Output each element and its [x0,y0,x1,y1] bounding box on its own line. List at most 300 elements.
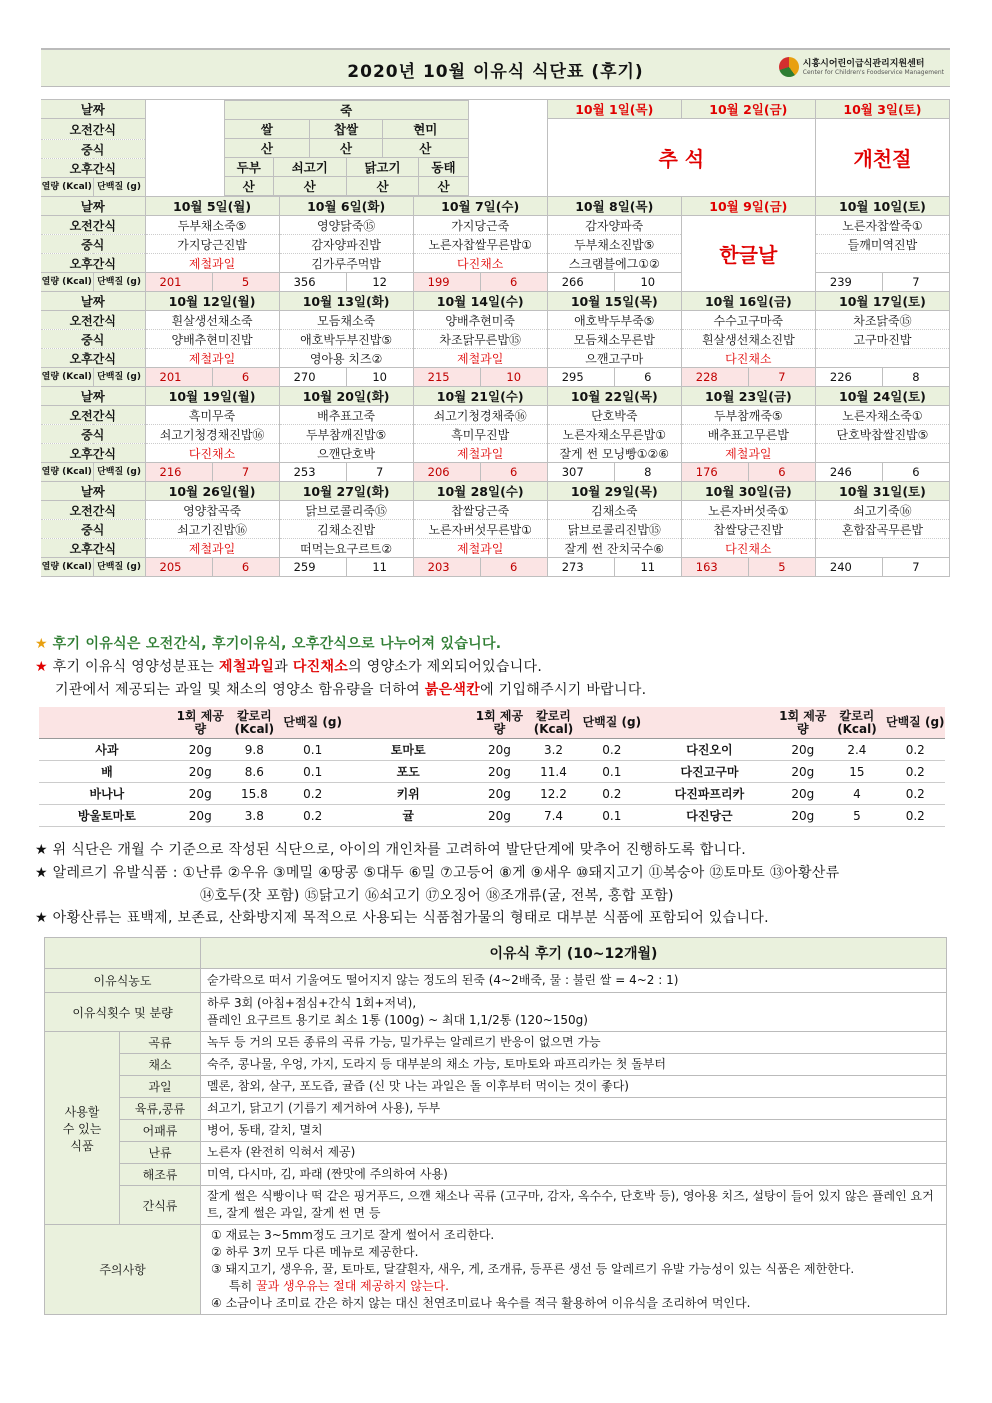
row-label-pm: 오후간식 [41,444,145,463]
row-label-pm: 오후간식 [41,159,145,178]
kcal-value: 206 [413,463,480,482]
menu-lunch: 단호박찹쌀진밥⑤ [815,425,949,444]
menu-pm [815,254,949,273]
fruit-name: 포도 [342,761,474,783]
legend-protein-val: 산 [346,177,419,196]
row-label-lunch: 중식 [41,235,145,254]
food-category: 어패류 [120,1120,201,1142]
kcal-value: 273 [547,558,614,577]
menu-am: 쇠고기청경채죽⑯ [413,406,547,425]
menu-lunch: 노른자찹쌀무른밥① [413,235,547,254]
date-row [41,197,950,216]
fruit-value: 0.2 [886,739,945,761]
protein-value: 7 [882,558,949,577]
fruit-name: 귤 [342,805,474,827]
food-category: 난류 [120,1142,201,1164]
center-logo [779,57,944,77]
menu-pm: 떠먹는요구르트② [279,539,413,558]
fruit-header-blank [342,707,474,739]
protein-value: 7 [748,368,815,387]
menu-pm: 제철과일 [413,349,547,368]
menu-lunch: 감자양파진밥 [279,235,413,254]
fruit-name: 배 [39,761,175,783]
date-cell: 10월 13일(화) [279,292,413,311]
protein-value: 6 [614,368,681,387]
fruit-value: 8.6 [226,761,283,783]
date-cell: 10월 5일(월) [145,197,279,216]
nutrition-row [41,463,950,482]
note-2-d: 다진채소 [292,659,349,675]
food-category: 해조류 [120,1164,201,1186]
row-label-date: 날짜 [41,197,145,216]
freq-text [201,993,947,1032]
row-label-protein: 단백질 (g) [93,178,145,197]
menu-pm: 다진채소 [681,539,815,558]
kcal-value: 215 [413,368,480,387]
row-label-lunch: 중식 [41,520,145,539]
fruit-value: 0.1 [582,761,641,783]
fruit-value: 0.2 [582,783,641,805]
kcal-value: 216 [145,463,212,482]
fruit-header: 단백질 (g) [582,707,641,739]
nutrition-row [41,558,950,577]
fruit-header: 1회 제공량 [175,707,226,739]
protein-value: 8 [614,463,681,482]
menu-pm: 다진채소 [145,444,279,463]
row-label-kcal: 열량 (Kcal) [41,273,93,292]
kcal-value: 295 [547,368,614,387]
date-cell: 10월 28일(수) [413,482,547,501]
note-1 [35,633,501,653]
caution-3b-b: 꿀과 생우유는 절대 제공하지 않는다. [256,1279,449,1293]
menu-lunch: 노른자채소무른밥① [547,425,681,444]
star-icon: ★ [35,842,48,858]
fruit-value: 3.8 [226,805,283,827]
menu-am: 흑미무죽 [145,406,279,425]
fruit-value: 20g [777,783,828,805]
protein-value: 10 [614,273,681,292]
menu-am: 노른자채소죽① [815,406,949,425]
date-cell: 10월 22일(목) [547,387,681,406]
fruit-value: 20g [175,761,226,783]
fruit-value: 7.4 [525,805,582,827]
date-row [41,482,950,501]
note-3-b: 붉은색칸 [424,682,481,698]
meal-row-lunch [41,425,950,444]
fruit-header-blank [642,707,778,739]
date-cell: 10월 16일(금) [681,292,815,311]
note-2-a: 후기 이유식 영양성분표는 [52,659,219,675]
menu-lunch: 애호박두부진밥⑤ [279,330,413,349]
row-label-pm: 오후간식 [41,539,145,558]
menu-am: 노른자찹쌀죽① [815,216,949,235]
menu-am: 흰살생선채소죽 [145,311,279,330]
kcal-value: 246 [815,463,882,482]
food-text: 미역, 다시마, 김, 파래 (짠맛에 주의하여 사용) [201,1164,947,1186]
guide-header: 이유식 후기 (10~12개월) [201,938,947,969]
fruit-value: 0.1 [283,739,342,761]
meal-row-am [41,216,950,235]
date-cell: 10월 10일(토) [815,197,949,216]
note-2-c: 과 [274,659,293,675]
menu-pm [815,539,949,558]
meal-row-am [41,311,950,330]
legend-protein-val: 산 [419,177,468,196]
caution-4: ④ 소금이나 조미료 간은 하지 않는 대신 천연조미료나 육수를 적극 활용하여 이유식을 조리하여 먹인다. [211,1296,751,1310]
note-6-text: 아황산류는 표백제, 보존료, 산화방지제 목적으로 사용되는 식품첨가물의 형태로 대부분 식품에 포함되어 있습니다. [52,910,769,926]
note-6 [35,907,769,927]
caution-2: ② 하루 3끼 모두 다른 메뉴로 제공한다. [211,1245,419,1259]
star-icon: ★ [35,636,48,652]
page-title: 2020년 10월 이유식 식단표 (후기) [347,62,644,82]
date-cell: 10월 17일(토) [815,292,949,311]
note-2-e: 의 영양소가 제외되어있습니다. [348,659,543,675]
row-label-am: 오전간식 [41,311,145,330]
foods-label-line: 식품 [70,1138,94,1153]
foods-label-line: 사용할 [64,1104,100,1119]
row-label-date: 날짜 [41,482,145,501]
freq-line-2: 플레인 요구르트 용기로 최소 1통 (100g) ~ 최대 1,1/2통 (120~150g) [207,1013,588,1027]
menu-lunch: 흑미무진밥 [413,425,547,444]
kcal-value: 270 [279,368,346,387]
protein-value: 6 [212,368,279,387]
date-cell: 10월 19일(월) [145,387,279,406]
row-label-protein: 단백질 (g) [93,558,145,577]
note-3-a: 기관에서 제공되는 과일 및 채소의 영양소 함유량을 더하여 [55,682,425,698]
fruit-value: 0.2 [886,805,945,827]
logo-sub: Center for Children's Foodservice Management [802,68,944,76]
kcal-value: 228 [681,368,748,387]
kcal-value: 253 [279,463,346,482]
row-label-protein: 단백질 (g) [93,273,145,292]
date-cell: 10월 6일(화) [279,197,413,216]
row-label-protein: 단백질 (g) [93,368,145,387]
menu-pm: 다진채소 [681,349,815,368]
logo-name: 시흥시어린이급식관리지원센터 [802,58,925,69]
date-cell: 10월 27일(화) [279,482,413,501]
kcal-value: 176 [681,463,748,482]
menu-pm: 제철과일 [145,349,279,368]
logo-icon [779,57,799,77]
date-row-week0 [41,100,950,119]
protein-value: 5 [212,273,279,292]
menu-am: 양배추현미죽 [413,311,547,330]
legend-protein-val: 산 [273,177,346,196]
note-5-text: 알레르기 유발식품 : ①난류 ②우유 ③메밀 ④땅콩 ⑤대두 ⑥밀 ⑦고등어 ⑧게 ⑨새우 ⑩돼지고기 ⑪복숭아 ⑫토마토 ⑬아황산류 [52,865,840,881]
date-row [41,292,950,311]
fruit-value: 0.2 [283,805,342,827]
food-category: 간식류 [120,1186,201,1225]
legend-protein: 동태 [419,158,468,177]
menu-pm: 잘게 썬 모닝빵①②⑥ [547,444,681,463]
date-cell: 10월 7일(수) [413,197,547,216]
food-text: 숙주, 콩나물, 우엉, 가지, 도라지 등 대부분의 채소 가능, 토마토와 파프리카는 첫 돌부터 [201,1054,947,1076]
row-label-date: 날짜 [41,100,145,119]
protein-value: 7 [212,463,279,482]
meal-row-am [41,406,950,425]
menu-pm: 제철과일 [681,444,815,463]
caution-3b-a: 특히 [229,1279,256,1293]
meal-row-lunch [41,520,950,539]
kcal-value: 266 [547,273,614,292]
fruit-row [39,783,945,805]
row-label-kcal: 열량 (Kcal) [41,178,93,197]
menu-am: 쇠고기죽⑯ [815,501,949,520]
fruit-value: 20g [175,739,226,761]
menu-lunch: 가지당근진밥 [145,235,279,254]
menu-pm: 제철과일 [413,444,547,463]
fruit-value: 20g [777,761,828,783]
fruit-value: 0.2 [283,783,342,805]
fruit-row [39,805,945,827]
note-1-text: 후기 이유식은 오전간식, 후기이유식, 오후간식으로 나누어져 있습니다. [52,636,502,652]
caution-label: 주의사항 [45,1225,201,1315]
fruit-row [39,739,945,761]
note-3 [55,679,646,699]
protein-value: 5 [748,558,815,577]
legend-table [224,100,469,196]
fruit-value: 4 [828,783,885,805]
fruit-nutrition-table [39,707,945,827]
menu-pm: 김가루주먹밥 [279,254,413,273]
menu-pm: 잘게 썬 잔치국수⑥ [547,539,681,558]
kcal-value: 199 [413,273,480,292]
menu-am: 영양닭죽⑮ [279,216,413,235]
protein-value: 6 [882,463,949,482]
legend-grain-val: 산 [382,139,468,158]
meal-row-pm [41,444,950,463]
menu-lunch: 양배추현미진밥 [145,330,279,349]
menu-lunch: 흰살생선채소진밥 [681,330,815,349]
date-cell: 10월 1일(목) [547,100,681,119]
legend-protein: 두부 [224,158,273,177]
fruit-value: 2.4 [828,739,885,761]
menu-am: 배추표고죽 [279,406,413,425]
row-label-pm: 오후간식 [41,254,145,273]
menu-lunch: 쇠고기진밥⑯ [145,520,279,539]
note-5b: ⑭호두(잣 포함) ⑮닭고기 ⑯쇠고기 ⑰오징어 ⑱조개류(굴, 전복, 홍합 포함) [200,888,674,904]
kcal-value: 163 [681,558,748,577]
foods-label [45,1032,120,1225]
protein-value: 11 [614,558,681,577]
protein-value: 8 [882,368,949,387]
menu-pm [815,349,949,368]
meal-row-pm [41,539,950,558]
menu-lunch: 두부채소진밥⑤ [547,235,681,254]
menu-pm: 으깬고구마 [547,349,681,368]
fruit-header: 1회 제공량 [474,707,525,739]
legend-protein: 쇠고기 [273,158,346,177]
fruit-header: 칼로리 (Kcal) [525,707,582,739]
row-label-am: 오전간식 [41,119,145,140]
menu-am: 노른자버섯죽① [681,501,815,520]
menu-pm: 스크램블에그①② [547,254,681,273]
freq-label: 이유식횟수 및 분량 [45,993,201,1032]
menu-lunch: 닭브로콜리진밥⑮ [547,520,681,539]
kcal-value: 239 [815,273,882,292]
date-cell: 10월 20일(화) [279,387,413,406]
date-cell: 10월 14일(수) [413,292,547,311]
legend-grain-val: 산 [310,139,383,158]
fruit-name: 다진당근 [642,805,778,827]
meal-row-am [41,501,950,520]
row-label-date: 날짜 [41,387,145,406]
fruit-value: 15.8 [226,783,283,805]
date-cell: 10월 29일(목) [547,482,681,501]
protein-value: 6 [480,558,547,577]
foods-label-line: 수 있는 [62,1121,102,1136]
date-cell: 10월 3일(토) [815,100,949,119]
row-label-lunch: 중식 [41,140,145,159]
kcal-value: 201 [145,273,212,292]
fruit-name: 방울토마토 [39,805,175,827]
fruit-value: 11.4 [525,761,582,783]
menu-am: 닭브로콜리죽⑮ [279,501,413,520]
date-cell: 10월 23일(금) [681,387,815,406]
caution-1: ① 재료는 3~5mm정도 크기로 잘게 썰어서 조리한다. [211,1228,495,1242]
date-cell: 10월 31일(토) [815,482,949,501]
fruit-name: 다진고구마 [642,761,778,783]
date-cell: 10월 26일(월) [145,482,279,501]
guide-blank [45,938,201,969]
date-row [41,387,950,406]
fruit-header-blank [39,707,175,739]
fruit-value: 3.2 [525,739,582,761]
legend-grain-val: 산 [224,139,310,158]
date-cell: 10월 15일(목) [547,292,681,311]
menu-pm: 제철과일 [145,539,279,558]
protein-value: 10 [346,368,413,387]
kcal-value: 201 [145,368,212,387]
date-cell: 10월 24일(토) [815,387,949,406]
menu-pm [815,444,949,463]
fruit-header: 칼로리 (Kcal) [828,707,885,739]
menu-lunch: 들깨미역진밥 [815,235,949,254]
row-label-am: 오전간식 [41,216,145,235]
fruit-name: 사과 [39,739,175,761]
row-label-date: 날짜 [41,292,145,311]
title-bar [41,48,950,87]
date-cell: 10월 21일(수) [413,387,547,406]
legend-protein: 닭고기 [346,158,419,177]
menu-lunch: 두부참깨진밥⑤ [279,425,413,444]
row-label-lunch: 중식 [41,330,145,349]
row-label-kcal: 열량 (Kcal) [41,368,93,387]
star-icon: ★ [35,659,48,675]
caution-3: ③ 돼지고기, 생우유, 꿀, 토마토, 달걀흰자, 새우, 게, 조개류, 등푸른 생선 등 알레르기 유발 가능성이 있는 식품은 제한한다. [211,1262,855,1276]
protein-value: 6 [480,273,547,292]
fruit-value: 20g [777,739,828,761]
fruit-value: 20g [175,805,226,827]
holiday-chuseok: 추 석 [547,119,815,197]
kcal-value: 203 [413,558,480,577]
fruit-value: 0.1 [283,761,342,783]
date-cell: 10월 9일(금) [681,197,815,216]
legend-grain: 찹쌀 [310,120,383,139]
row-label-protein: 단백질 (g) [93,463,145,482]
protein-value: 10 [480,368,547,387]
grain-legend [145,100,547,197]
menu-am: 감자양파죽 [547,216,681,235]
kcal-value: 307 [547,463,614,482]
food-category: 채소 [120,1054,201,1076]
fruit-value: 12.2 [525,783,582,805]
freq-line-1: 하루 3회 (아침+점심+간식 1회+저녁), [207,996,417,1010]
star-icon: ★ [35,910,48,926]
protein-value: 6 [748,463,815,482]
fruit-value: 0.1 [582,805,641,827]
legend-grain: 현미 [382,120,468,139]
menu-am: 수수고구마죽 [681,311,815,330]
row-label-kcal: 열량 (Kcal) [41,558,93,577]
menu-am: 단호박죽 [547,406,681,425]
food-text: 멜론, 참외, 살구, 포도즙, 귤즙 (신 맛 나는 과일은 돌 이후부터 먹이는 것이 좋다) [201,1076,947,1098]
date-cell: 10월 12일(월) [145,292,279,311]
menu-lunch: 차조닭무른밥⑮ [413,330,547,349]
note-4 [35,839,746,859]
fruit-value: 0.2 [886,783,945,805]
menu-pm: 제철과일 [413,539,547,558]
fruit-row [39,761,945,783]
caution-text [201,1225,947,1315]
fruit-name: 다진오이 [642,739,778,761]
row-label-pm: 오후간식 [41,349,145,368]
menu-lunch: 모듬채소무른밥 [547,330,681,349]
fruit-value: 20g [175,783,226,805]
menu-table [41,99,950,577]
star-icon: ★ [35,865,48,881]
fruit-header: 단백질 (g) [283,707,342,739]
food-text: 쇠고기, 닭고기 (기름기 제거하여 사용), 두부 [201,1098,947,1120]
kcal-value: 226 [815,368,882,387]
fruit-value: 20g [474,739,525,761]
menu-am: 김채소죽 [547,501,681,520]
menu-am: 영양찹곡죽 [145,501,279,520]
fruit-name: 다진파프리카 [642,783,778,805]
fruit-value: 9.8 [226,739,283,761]
menu-am: 두부채소죽⑤ [145,216,279,235]
kcal-value: 240 [815,558,882,577]
row-label-kcal: 열량 (Kcal) [41,463,93,482]
meal-row-lunch [41,330,950,349]
food-text: 녹두 등 거의 모든 종류의 곡류 가능, 밀가루는 알레르기 반응이 없으면 가능 [201,1032,947,1054]
guide-table [44,937,947,1315]
fruit-header-row [39,707,945,739]
fruit-value: 20g [474,761,525,783]
fruit-value: 15 [828,761,885,783]
thickness-text: 숟가락으로 떠서 기울여도 떨어지지 않는 정도의 된죽 (4~2배죽, 물 : 불린 쌀 = 4~2 : 1) [201,969,947,993]
menu-pm: 제철과일 [145,254,279,273]
row-label-am: 오전간식 [41,501,145,520]
kcal-value: 205 [145,558,212,577]
fruit-header: 단백질 (g) [886,707,945,739]
food-text: 노른자 (완전히 익혀서 제공) [201,1142,947,1164]
nutrition-row [41,368,950,387]
food-category: 육류,콩류 [120,1098,201,1120]
protein-value: 6 [480,463,547,482]
note-5 [35,862,839,882]
note-4-text: 위 식단은 개월 수 기준으로 작성된 식단으로, 아이의 개인차를 고려하여 발단단계에 맞추어 진행하도록 합니다. [52,842,746,858]
menu-am: 찹쌀당근죽 [413,501,547,520]
meal-row-pm [41,349,950,368]
fruit-value: 20g [474,783,525,805]
food-category: 곡류 [120,1032,201,1054]
menu-pm: 으깬단호박 [279,444,413,463]
protein-value: 6 [212,558,279,577]
food-category: 과일 [120,1076,201,1098]
row-label-lunch: 중식 [41,425,145,444]
fruit-header: 1회 제공량 [777,707,828,739]
